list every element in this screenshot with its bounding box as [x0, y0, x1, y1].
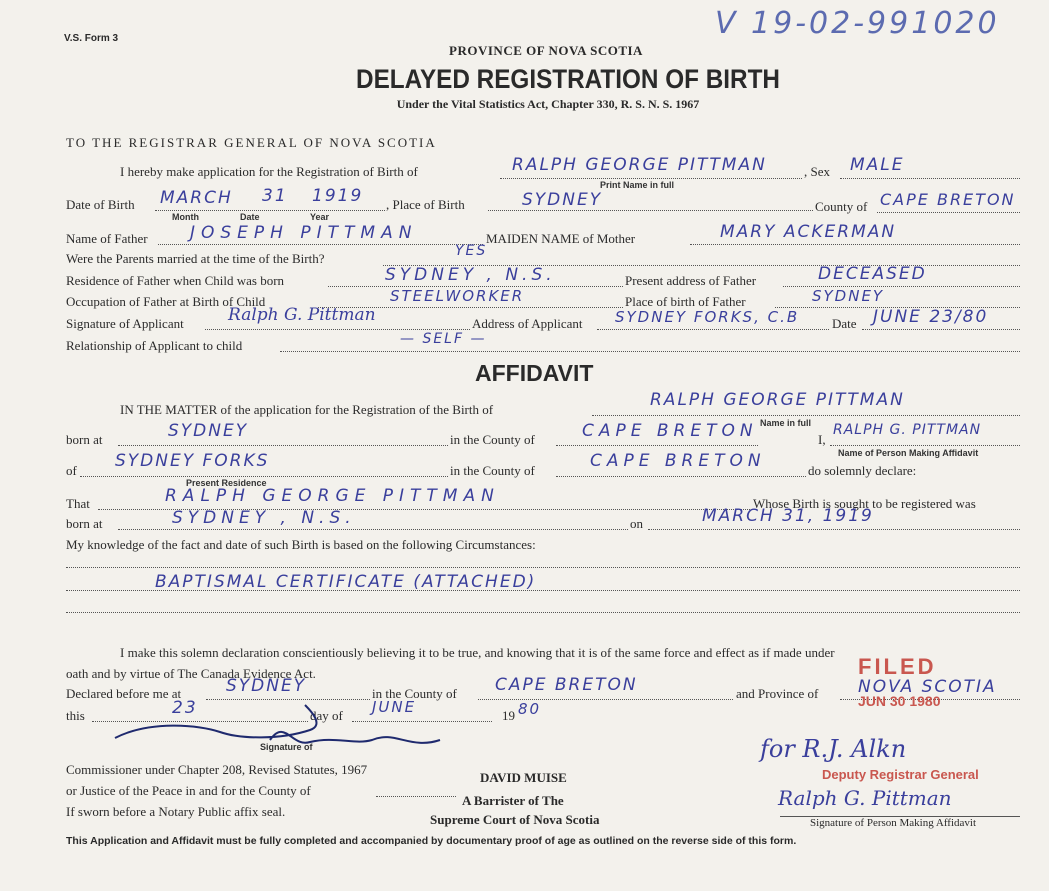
label-father-birthplace: Place of birth of Father — [625, 294, 746, 309]
page-subtitle: Under the Vital Statistics Act, Chapter 330, R. S. N. S. 1967 — [396, 97, 700, 111]
page-title: DELAYED REGISTRATION OF BIRTH — [356, 64, 780, 94]
year-prefix: 19 — [502, 708, 515, 723]
filed-date: JUN 30 1980 — [858, 693, 941, 709]
label-occupation: Occupation of Father at Birth of Child — [66, 294, 266, 309]
label-of: of — [66, 463, 77, 478]
filed-stamp: FILED — [858, 654, 937, 679]
label-province: and Province of — [736, 686, 819, 701]
hint-print-name: Print Name in full — [600, 180, 675, 190]
label-knowledge: My knowledge of the fact and date of such Birth is based on the following Circumstances: — [66, 537, 536, 552]
label-address: Address of Applicant — [472, 316, 583, 331]
circumstances: BAPTISMAL CERTIFICATE (ATTACHED) — [155, 572, 537, 592]
affiant-name: RALPH G. PITTMAN — [833, 422, 982, 438]
hint-date: Date — [240, 212, 260, 222]
declared-year: 80 — [518, 700, 542, 718]
label-sex: , Sex — [804, 164, 830, 179]
dob-day: 31 — [262, 186, 288, 206]
label-in-county-2: in the County of — [450, 463, 535, 478]
label-declare: do solemnly declare: — [808, 463, 917, 478]
label-born-at: born at — [66, 432, 103, 447]
label-this: this — [66, 708, 85, 723]
deputy-signature: for R.J. Alkn — [760, 735, 907, 763]
father-name: JOSEPH PITTMAN — [190, 223, 418, 243]
father-occupation: STEELWORKER — [390, 287, 525, 305]
label-dob: Date of Birth — [66, 197, 135, 212]
barrister-line-2: Supreme Court of Nova Scotia — [430, 812, 600, 827]
father-birthplace: SYDNEY — [812, 287, 885, 305]
declaration-line-2: oath and by virtue of The Canada Evidence Act. — [66, 666, 316, 681]
relationship-value: — SELF — — [400, 331, 487, 347]
label-signature: Signature of Applicant — [66, 316, 184, 331]
label-in-county-1: in the County of — [450, 432, 535, 447]
father-residence: SYDNEY , N.S. — [385, 265, 556, 285]
affidavit-child-name: RALPH GEORGE PITTMAN — [650, 390, 905, 410]
label-that: That — [66, 496, 90, 511]
child-name: RALPH GEORGE PITTMAN — [512, 155, 767, 175]
label-in-county-3: in the County of — [372, 686, 457, 701]
hint-name-in-full: Name in full — [760, 418, 812, 428]
applicant-signature: Ralph G. Pittman — [228, 305, 376, 325]
affiant-residence: SYDNEY FORKS — [115, 451, 270, 471]
affidavit-county-2: CAPE BRETON — [590, 451, 766, 471]
label-notary: If sworn before a Notary Public affix seal. — [66, 804, 286, 819]
province-heading: PROVINCE OF NOVA SCOTIA — [449, 43, 643, 58]
declared-month: JUNE — [372, 698, 417, 716]
footer-note: This Application and Affidavit must be fully completed and accompanied by documentary proof of age as outlined on the reverse side of this form. — [66, 835, 797, 847]
label-present-address: Present address of Father — [625, 273, 757, 288]
label-in-the-matter: IN THE MATTER of the application for the Registration of the Birth of — [120, 402, 494, 417]
barrister-name: DAVID MUISE — [480, 770, 567, 785]
hint-present-residence: Present Residence — [186, 478, 267, 488]
place-of-birth: SYDNEY — [522, 190, 603, 210]
label-county: County of — [815, 199, 868, 214]
registration-number: V 19-02-991020 — [715, 6, 1000, 41]
hint-affiant: Name of Person Making Affidavit — [838, 448, 979, 458]
hint-signature-person: Signature of Person Making Affidavit — [810, 817, 976, 829]
sex-value: MALE — [850, 155, 905, 175]
label-justice: or Justice of the Peace in and for the County of — [66, 783, 311, 798]
married-value: YES — [455, 243, 488, 259]
affidavit-county-1: CAPE BRETON — [582, 421, 758, 441]
mother-name: MARY ACKERMAN — [720, 222, 897, 242]
label-born-at-2: born at — [66, 516, 103, 531]
label-date: Date — [832, 316, 857, 331]
application-date: JUNE 23/80 — [873, 307, 989, 327]
label-residence: Residence of Father when Child was born — [66, 273, 285, 288]
affidavit-born-on: MARCH 31, 1919 — [702, 506, 874, 526]
dob-year: 1919 — [312, 186, 364, 206]
affidavit-that-name: RALPH GEORGE PITTMAN — [165, 486, 500, 506]
form-id: V.S. Form 3 — [64, 33, 119, 44]
applicant-address: SYDNEY FORKS, C.B — [615, 308, 800, 326]
affiant-signature: Ralph G. Pittman — [778, 786, 952, 810]
hint-month: Month — [172, 212, 199, 222]
affidavit-county-3: CAPE BRETON — [495, 675, 638, 695]
label-place-of-birth: , Place of Birth — [386, 197, 465, 212]
hint-year: Year — [310, 212, 330, 222]
label-apply: I hereby make application for the Registration of Birth of — [120, 164, 418, 179]
label-on: on — [630, 516, 643, 531]
dob-month: MARCH — [160, 188, 233, 208]
addressee: TO THE REGISTRAR GENERAL OF NOVA SCOTIA — [66, 135, 437, 150]
county-of-birth: CAPE BRETON — [880, 190, 1016, 209]
affidavit-heading: AFFIDAVIT — [475, 360, 594, 386]
declared-province: NOVA SCOTIA — [858, 677, 997, 697]
declaration-line-1: I make this solemn declaration conscientiously believing it to be true, and knowing that it is of the same force and effect as if made under — [120, 645, 835, 660]
label-day-of: day of — [310, 708, 343, 723]
label-i: I, — [818, 432, 826, 447]
declared-day: 23 — [172, 698, 198, 718]
label-whose-birth: Whose Birth is sought to be registered was — [753, 496, 976, 511]
affidavit-born-at: SYDNEY — [168, 421, 249, 441]
affidavit-born-at-2: SYDNEY , N.S. — [172, 508, 356, 528]
declared-at: SYDNEY — [226, 676, 307, 696]
label-relationship: Relationship of Applicant to child — [66, 338, 243, 353]
label-married: Were the Parents married at the time of the Birth? — [66, 251, 325, 266]
father-present-address: DECEASED — [818, 264, 927, 284]
label-maiden-name: MAIDEN NAME of Mother — [486, 231, 636, 246]
label-declared-before: Declared before me at — [66, 686, 182, 701]
hint-signature-of: Signature of — [260, 742, 313, 752]
barrister-line-1: A Barrister of The — [462, 793, 564, 808]
deputy-registrar-stamp: Deputy Registrar General — [822, 767, 979, 782]
label-father: Name of Father — [66, 231, 148, 246]
label-commissioner: Commissioner under Chapter 208, Revised Statutes, 1967 — [66, 762, 368, 777]
